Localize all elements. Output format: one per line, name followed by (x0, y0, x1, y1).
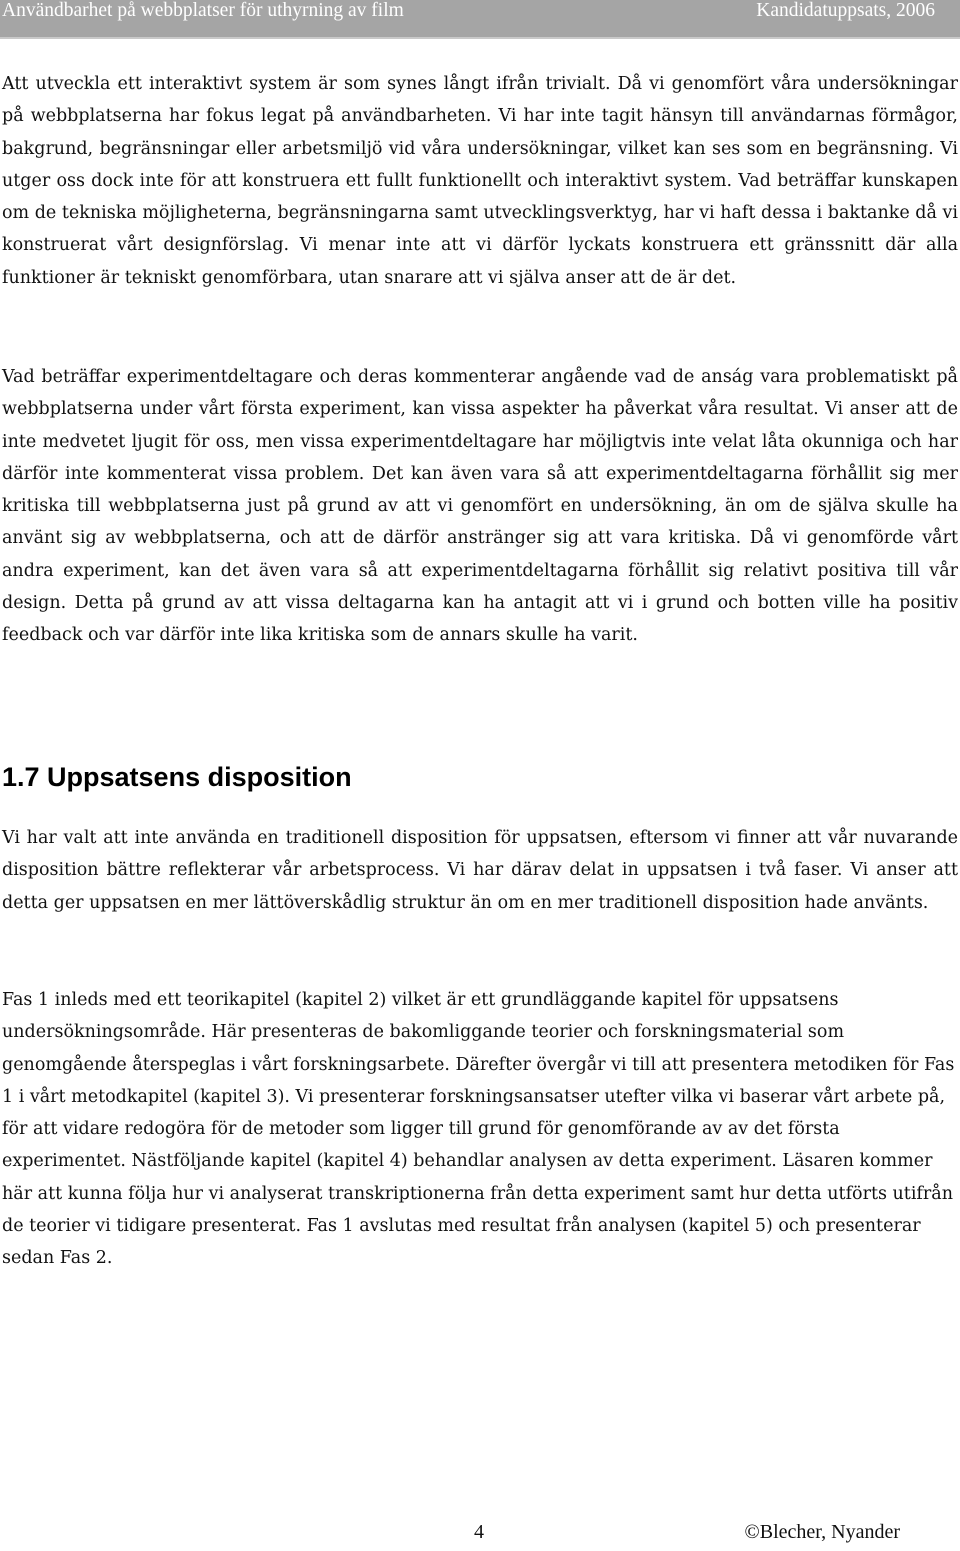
body-paragraph: Fas 1 inleds med ett teorikapitel (kapitel 2) vilket är ett grundläggande kapitel för uppsatsens undersökningsområde. Här presenteras de bakomliggande teorier och forskningsmaterial som genomgående återspeglas i vårt forskningsarbete. Därefter övergår vi till att presentera metodiken för Fas 1 i vårt metodkapitel (kapitel 3). Vi presenterar forskningsansatser utefter vilka vi baserar vårt arbete på, för att vidare redogöra för de metoder som ligger till grund för genomförande av av det första experimentet. Nästföljande kapitel (kapitel 4) behandlar analysen av detta experiment. Läsaren kommer här att kunna följa hur vi analyserat transkriptionerna från detta experiment samt hur detta utförts utifrån de teorier vi tidigare presenterat. Fas 1 avslutas med resultat från analysen (kapitel 5) och presenterar sedan Fas 2. (2, 990, 955, 1269)
body-paragraph: Vi har valt att inte använda en traditionell disposition för uppsatsen, eftersom vi finner att vår nuvarande disposition bättre reflekterar vår arbetsprocess. Vi har därav delat in uppsatsen i två faser. Vi anser att detta ger uppsatsen en mer lättöverskådlig struktur än om en mer traditionell disposition hade använts. (2, 828, 958, 913)
body-paragraph: Vad beträffar experimentdeltagare och deras kommenterar angående vad de anság vara problematiskt på webbplatserna under vårt första experiment, kan vissa aspekter ha påverkat våra resultat. Vi anser att de inte medvetet ljugit för oss, men vissa experimentdeltagare har möjligtvis inte velat låta okunniga och har därför inte kommenterat vissa problem. Det kan även vara så att experimentdeltagarna förhållit sig mer kritiska till webbplatserna just på grund av att vi genomfört en undersökning, än om de själva skulle ha använt sig av webbplatserna, och att de därför anstränger sig att vara kritiska. Då vi genomförde vårt andra experiment, kan det även vara så att experimentdeltagarna förhållit sig relativt positiva till vår design. Detta på grund av att vissa deltagarna kan ha antagit att vi i grund och botten ville ha positiv feedback och var därför inte lika kritiska som de annars skulle ha varit. (2, 367, 958, 646)
header-divider (0, 37, 960, 39)
page-number: 4 (474, 1521, 484, 1543)
header-document-type: Kandidatuppsats, 2006 (756, 0, 935, 21)
header-document-title: Användbarhet på webbplatser för uthyrning av film (2, 0, 404, 21)
page-header (0, 0, 960, 37)
page-footer (0, 1521, 960, 1551)
body-paragraph: Att utveckla ett interaktivt system är som synes långt ifrån trivialt. Då vi genomfört våra undersökningar på webbplatserna har fokus legat på användbarheten. Vi har inte tagit hänsyn till användarnas förmågor, bakgrund, begränsningar eller arbetsmiljö vid våra undersökningar, vilket kan ses som en begränsning. Vi utger oss dock inte för att konstruera ett fullt funktionellt och interaktivt system. Vad beträffar kunskapen om de tekniska möjligheterna, begränsningarna samt utvecklingsverktyg, har vi haft dessa i baktanke då vi konstruerat vårt designförslag. Vi menar inte att vi därför lyckats konstruera ett gränssnitt där alla funktioner är tekniskt genomförbara, utan snarare att vi själva anser att de är det. (2, 74, 958, 288)
copyright-notice: ©Blecher, Nyander (744, 1521, 900, 1543)
section-heading: 1.7 Uppsatsens disposition (2, 762, 352, 792)
